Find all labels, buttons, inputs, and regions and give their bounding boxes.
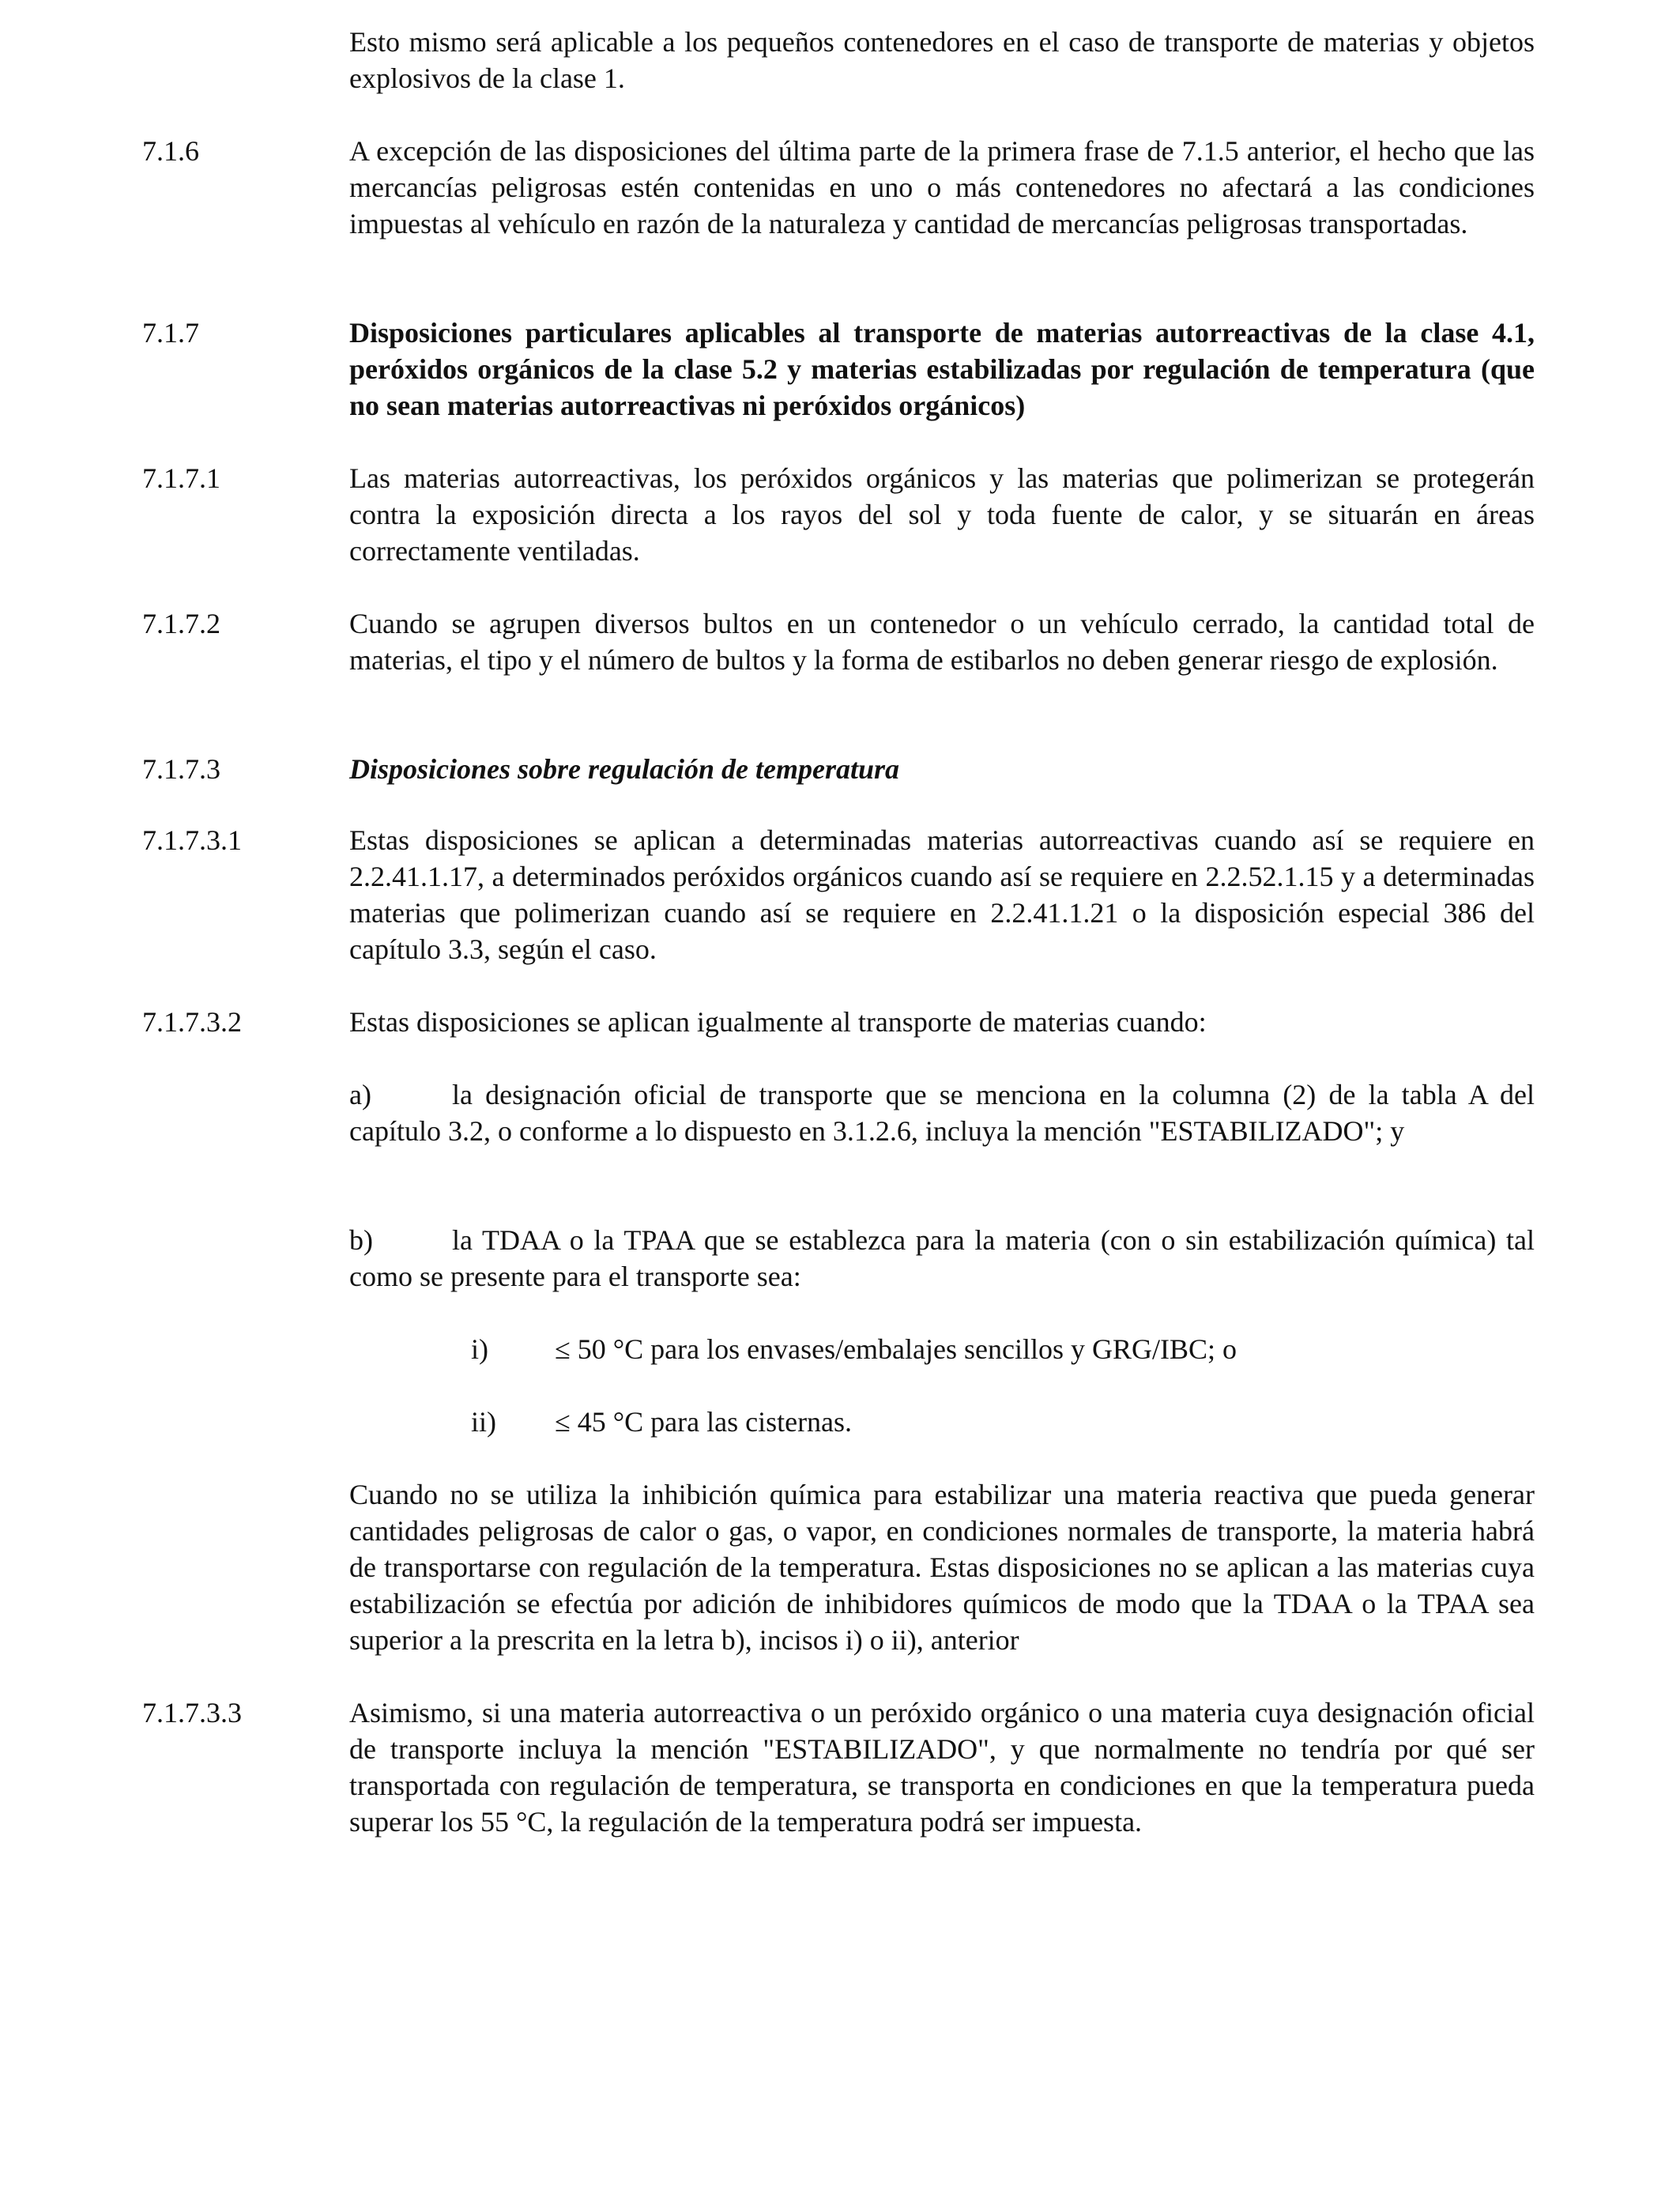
item-ii-body: ≤ 45 °C para las cisternas.	[555, 1406, 853, 1438]
item-ii-label: ii)	[471, 1406, 496, 1438]
item-b-label: b)	[349, 1224, 373, 1256]
section-text: Estas disposiciones se aplican igualmente al transporte de materias cuando:	[349, 1006, 1207, 1038]
section-text: Asimismo, si una materia autorreactiva o un peróxido orgánico o una materia cuya designación oficial de transporte incluya la mención "ESTABILIZADO", y que normalmente no tendría por qué ser transportada con regulación de temperatura, se transporta en condiciones en que la temperatura pueda superar los 55 °C, la regulación de la temperatura podrá ser impuesta.	[349, 1697, 1535, 1838]
item-i-label: i)	[471, 1333, 488, 1365]
item-a-body: la designación oficial de transporte que se menciona en la columna (2) de la tabla A del capítulo 3.2, o conforme a lo dispuesto en 3.1.2.6, incluya la mención "ESTABILIZADO"; y	[349, 1079, 1535, 1147]
section-text: Las materias autorreactivas, los peróxidos orgánicos y las materias que polimerizan se protegerán contra la exposición directa a los rayos del sol y toda fuente de calor, y se situarán en áreas correctamente ventiladas.	[349, 462, 1535, 567]
section-text: Estas disposiciones se aplican a determinadas materias autorreactivas cuando así se requiere en 2.2.41.1.17, a determinados peróxidos orgánicos cuando así se requiere en 2.2.52.1.15 y a determinadas materias que polimerizan cuando así se requiere en 2.2.41.1.21 o la disposición especial 386 del capítulo 3.3, según el caso.	[349, 824, 1535, 965]
section-number: 7.1.7	[142, 317, 199, 349]
item-a-text	[349, 1076, 1535, 1149]
section-number: 7.1.7.3	[142, 753, 220, 785]
item-i-row	[471, 1331, 1237, 1367]
item-b-body: la TDAA o la TPAA que se establezca para la materia (con o sin estabilización química) tal como se presente para el transporte sea:	[349, 1224, 1535, 1292]
section-heading: Disposiciones sobre regulación de temperatura	[349, 753, 900, 785]
item-b-text	[349, 1222, 1535, 1295]
section-number: 7.1.7.3.1	[142, 824, 242, 856]
section-number: 7.1.7.3.2	[142, 1006, 242, 1038]
intro-text: Esto mismo será aplicable a los pequeños contenedores en el caso de transporte de materias y objetos explosivos de la clase 1.	[349, 26, 1535, 94]
section-text: Cuando se agrupen diversos bultos en un contenedor o un vehículo cerrado, la cantidad total de materias, el tipo y el número de bultos y la forma de estibarlos no deben generar riesgo de explosión.	[349, 608, 1535, 676]
item-i-body: ≤ 50 °C para los envases/embalajes sencillos y GRG/IBC; o	[555, 1333, 1237, 1365]
section-number: 7.1.7.1	[142, 462, 220, 494]
section-text: A excepción de las disposiciones del última parte de la primera frase de 7.1.5 anterior, el hecho que las mercancías peligrosas estén contenidas en uno o más contenedores no afectará a las condiciones impuestas al vehículo en razón de la naturaleza y cantidad de mercancías peligrosas transportadas.	[349, 135, 1535, 239]
item-a-label: a)	[349, 1079, 371, 1110]
section-number: 7.1.6	[142, 135, 199, 167]
section-heading: Disposiciones particulares aplicables al transporte de materias autorreactivas de la clase 4.1, peróxidos orgánicos de la clase 5.2 y materias estabilizadas por regulación de temperatura (que no sean materias autorreactivas ni peróxidos orgánicos)	[349, 317, 1535, 421]
section-number: 7.1.7.3.3	[142, 1697, 242, 1728]
section-number: 7.1.7.2	[142, 608, 220, 639]
item-ii-row	[471, 1404, 852, 1440]
closing-text: Cuando no se utiliza la inhibición química para estabilizar una materia reactiva que pueda generar cantidades peligrosas de calor o gas, o vapor, en condiciones normales de transporte, la materia habrá de transportarse con regulación de la temperatura. Estas disposiciones no se aplican a las materias cuya estabilización se efectúa por adición de inhibidores químicos de modo que la TDAA o la TPAA sea superior a la prescrita en la letra b), incisos i) o ii), anterior	[349, 1479, 1535, 1656]
